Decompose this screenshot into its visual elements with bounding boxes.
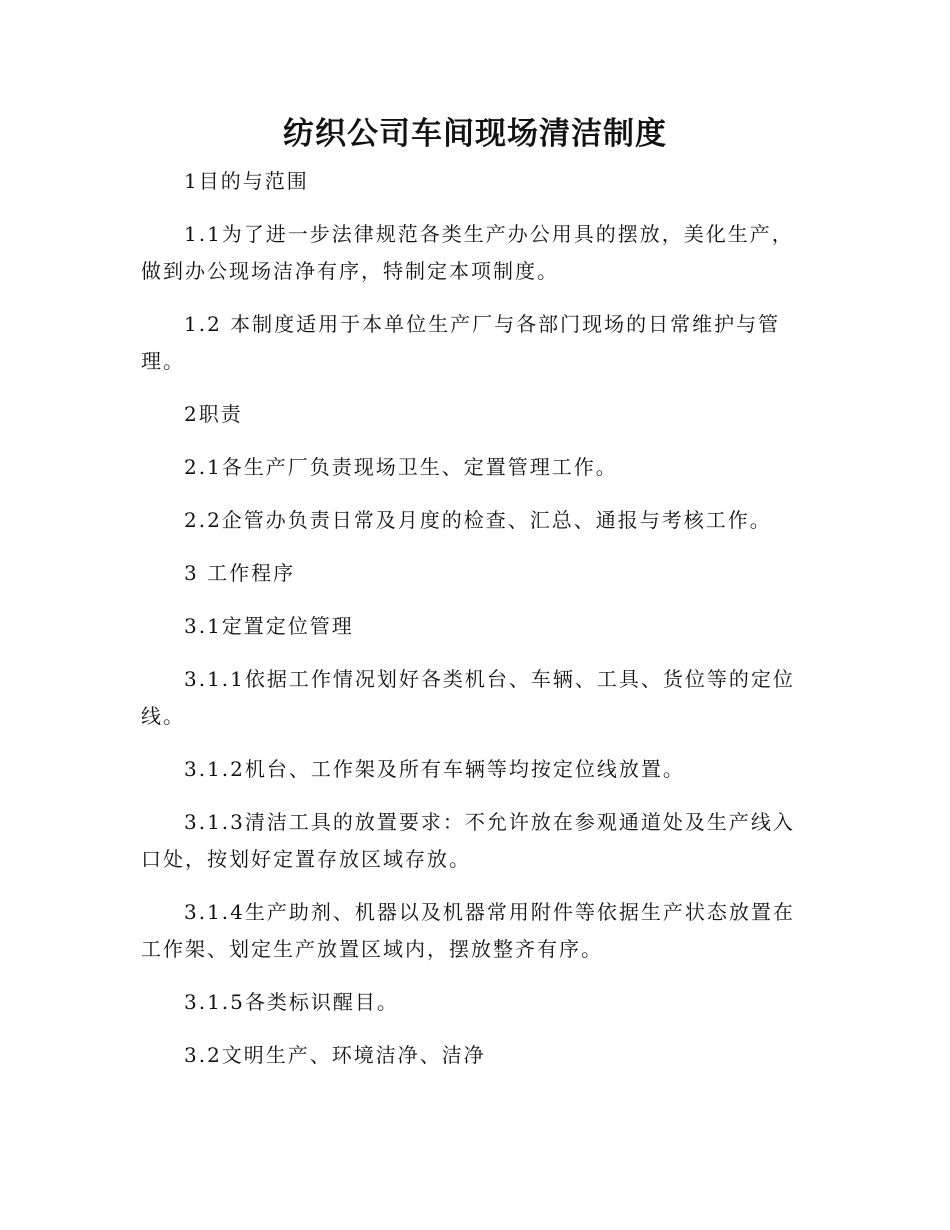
document-body <box>141 163 811 1090</box>
clause-3-1-4: 3.1.4生产助剂、机器以及机器常用附件等依据生产状态放置在工作架、划定生产放置区域内，摆放整齐有序。 <box>141 900 795 961</box>
clause-1-2: 1.2 本制度适用于本单位生产厂与各部门现场的日常维护与管理。 <box>141 312 781 373</box>
section-heading-responsibilities: 2职责 <box>184 402 243 426</box>
clause-1-1: 1.1为了进一步法律规范各类生产办公用具的摆放，美化生产，做到办公现场洁净有序，特制定本项制度。 <box>141 222 794 283</box>
clause-3-1-3: 3.1.3清洁工具的放置要求：不允许放在参观通道处及生产线入口处，按划好定置存放区域存放。 <box>141 810 795 871</box>
clause-3-1-1: 3.1.1依据工作情况划好各类机台、车辆、工具、货位等的定位线。 <box>141 667 795 728</box>
clause-2-1: 2.1各生产厂负责现场卫生、定置管理工作。 <box>184 455 618 479</box>
document-title: 纺织公司车间现场清洁制度 <box>283 116 667 152</box>
section-heading-procedure: 3 工作程序 <box>184 561 296 585</box>
subsection-heading-3-1: 3.1定置定位管理 <box>184 614 354 638</box>
clause-2-2: 2.2企管办负责日常及月度的检查、汇总、通报与考核工作。 <box>184 508 772 532</box>
subsection-heading-3-2: 3.2文明生产、环境洁净、洁净 <box>184 1043 486 1067</box>
clause-3-1-2: 3.1.2机台、工作架及所有车辆等均按定位线放置。 <box>184 757 685 781</box>
section-heading-purpose-scope: 1目的与范围 <box>184 169 309 193</box>
clause-3-1-5: 3.1.5各类标识醒目。 <box>184 990 399 1014</box>
